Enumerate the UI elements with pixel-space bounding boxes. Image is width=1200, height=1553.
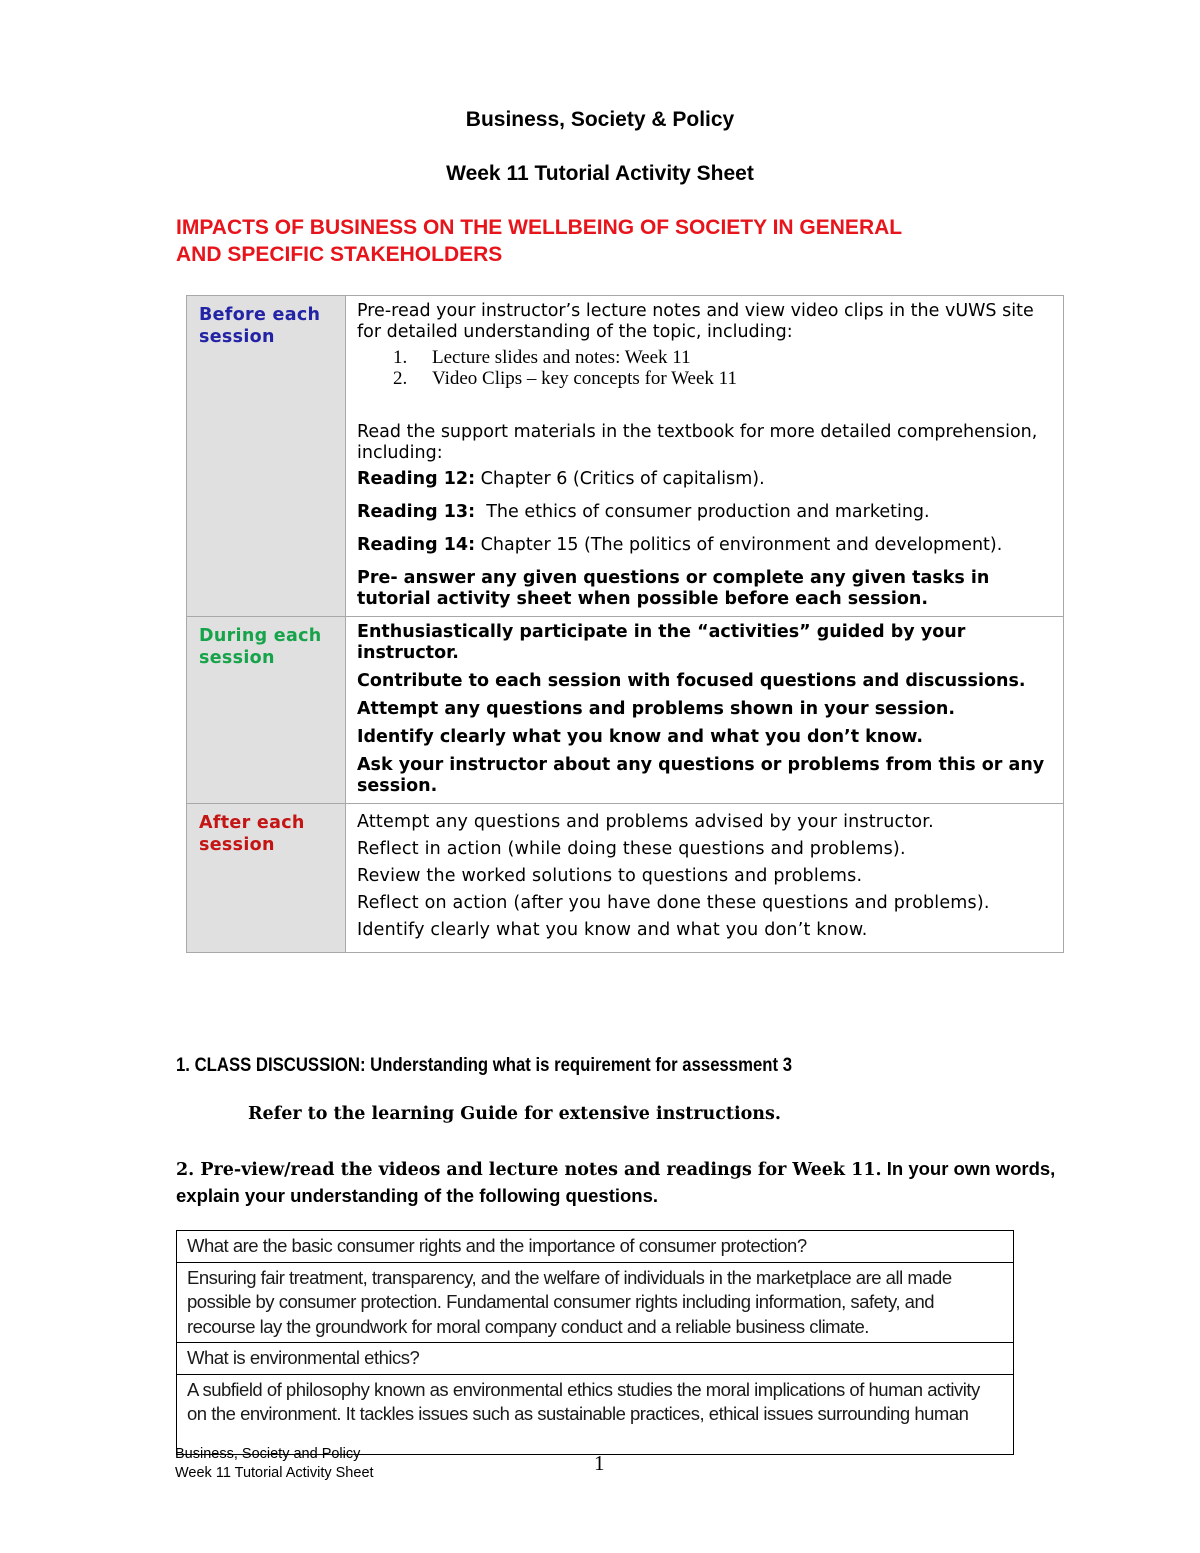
qa-table — [176, 1230, 1014, 1455]
after-session-label: After each session — [187, 804, 346, 953]
after-item: Attempt any questions and problems advised by your instructor. — [357, 812, 934, 832]
during-session-row — [187, 617, 1064, 804]
after-item: Identify clearly what you know and what you don’t know. — [357, 920, 868, 940]
list-item — [357, 368, 1053, 389]
class-discussion-heading: 1. CLASS DISCUSSION: Understanding what is requirement for assessment 3 — [176, 1055, 792, 1076]
during-item: Enthusiastically participate in the “activities” guided by your instructor. — [357, 622, 966, 663]
reading-12 — [357, 469, 1053, 490]
during-item: Attempt any questions and problems shown in your session. — [357, 699, 955, 719]
footer-line-2: Week 11 Tutorial Activity Sheet — [175, 1465, 374, 1481]
during-session-label: During each session — [187, 617, 346, 804]
after-session-row — [187, 804, 1064, 953]
refer-guide-text: Refer to the learning Guide for extensive instructions. — [248, 1104, 781, 1124]
support-materials-text: Read the support materials in the textbook for more detailed comprehension, including: — [357, 422, 1038, 463]
reading-text: Chapter 15 (The politics of environment and development). — [475, 535, 1003, 555]
pre-answer-text: Pre- answer any given questions or complete any given tasks in tutorial activity sheet when possible before each session. — [357, 568, 990, 609]
during-item: Ask your instructor about any questions or problems from this or any session. — [357, 755, 1045, 796]
reading-label: Reading 13: — [357, 502, 476, 522]
session-guide-table — [186, 295, 1064, 953]
course-title: Business, Society & Policy — [465, 108, 735, 131]
question-2-prompt — [176, 1156, 1076, 1210]
table-row — [177, 1343, 1014, 1375]
during-item: Contribute to each session with focused questions and discussions. — [357, 671, 1026, 691]
after-session-content — [346, 804, 1064, 953]
pre-read-list — [357, 347, 1053, 389]
list-text: Video Clips – key concepts for Week 11 — [432, 368, 737, 389]
reading-text: Chapter 6 (Critics of capitalism). — [475, 469, 765, 489]
topic-heading — [176, 214, 1056, 268]
topic-heading-line-2: AND SPECIFIC STAKEHOLDERS — [176, 243, 503, 266]
after-item: Reflect on action (after you have done these questions and problems). — [357, 893, 990, 913]
before-session-label: Before each session — [187, 296, 346, 617]
list-number: 2. — [393, 368, 408, 389]
question-2-rest: In your own words, explain your understanding of the following questions. — [176, 1158, 1056, 1206]
footer-line-1: Business, Society and Policy — [175, 1446, 361, 1462]
page-footer — [175, 1445, 374, 1483]
topic-heading-line-1: IMPACTS OF BUSINESS ON THE WELLBEING OF SOCIETY IN GENERAL — [176, 216, 903, 239]
reading-13 — [357, 502, 1053, 523]
after-item: Review the worked solutions to questions and problems. — [357, 866, 863, 886]
table-row — [177, 1374, 1014, 1454]
question-cell: What are the basic consumer rights and the importance of consumer protection? — [177, 1231, 1014, 1263]
reading-14 — [357, 535, 1053, 556]
question-cell: What is environmental ethics? — [177, 1343, 1014, 1375]
list-number: 1. — [393, 347, 408, 368]
reading-text: The ethics of consumer production and marketing. — [475, 502, 930, 522]
list-text: Lecture slides and notes: Week 11 — [432, 347, 691, 368]
after-item: Reflect in action (while doing these questions and problems). — [357, 839, 906, 859]
table-row — [177, 1262, 1014, 1343]
table-row — [177, 1231, 1014, 1263]
page-number: 1 — [594, 1451, 605, 1475]
pre-read-intro: Pre-read your instructor’s lecture notes and view video clips in the vUWS site for detailed understanding of the topic, including: — [357, 301, 1034, 342]
reading-label: Reading 12: — [357, 469, 476, 489]
answer-cell: Ensuring fair treatment, transparency, and the welfare of individuals in the marketplace are all made possible by consumer protection. Fundamental consumer rights including information, safety, and recourse lay the groundwork for moral company conduct and a reliable business climate. — [177, 1262, 1014, 1343]
list-item — [357, 347, 1053, 368]
answer-text: A subfield of philosophy known as environmental ethics studies the moral implications of human activity on the environment. It tackles issues such as sustainable practices, ethical issues surrounding human — [187, 1378, 980, 1424]
before-session-content — [346, 296, 1064, 617]
sheet-title: Week 11 Tutorial Activity Sheet — [446, 162, 754, 185]
before-session-row — [187, 296, 1064, 617]
during-session-content — [346, 617, 1064, 804]
answer-cell — [177, 1374, 1014, 1454]
during-item: Identify clearly what you know and what you don’t know. — [357, 727, 923, 747]
reading-label: Reading 14: — [357, 535, 476, 555]
question-2-lead: 2. Pre-view/read the videos and lecture notes and readings for Week 11. — [176, 1160, 882, 1180]
